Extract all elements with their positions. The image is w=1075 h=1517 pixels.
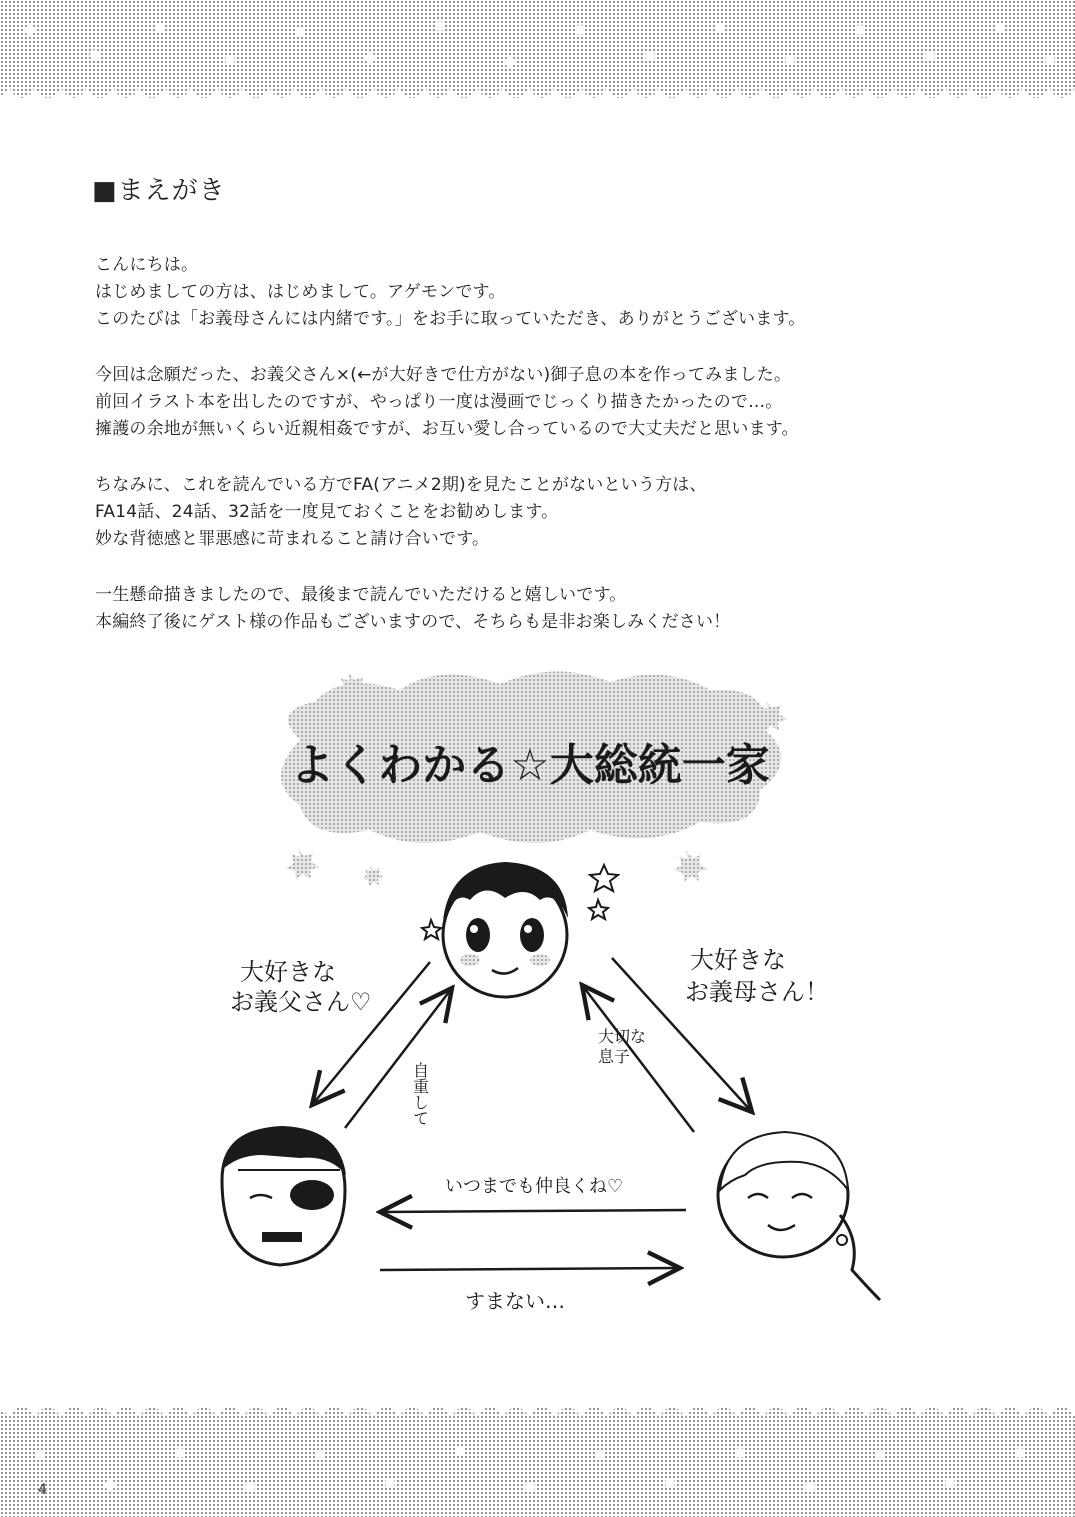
- family-diagram: [0, 650, 1075, 1330]
- father-face-icon: [222, 1126, 346, 1265]
- label-loving-father: [230, 958, 372, 1016]
- page-number: 4: [38, 1482, 47, 1498]
- label-line: 大切な: [598, 1027, 647, 1046]
- text-line: ちなみに、これを読んでいる方でFA(アニメ2期)を見たことがないという方は、: [95, 475, 707, 495]
- text-line: 本編終了後にゲスト様の作品もございますので、そちらも是非お楽しみください！: [95, 612, 731, 632]
- text-line: 前回イラスト本を出したのですが、やっぱり一度は漫画でじっくり描きたかったので…。: [95, 392, 783, 412]
- text-line: FA14話、24話、32話を一度見ておくことをお勧めします。: [95, 502, 559, 522]
- label-line: お義母さん！: [685, 978, 829, 1006]
- label-loving-mother: [685, 946, 829, 1006]
- label-precious-son: [598, 1027, 651, 1066]
- decorative-band-bottom: [0, 1395, 1075, 1517]
- preface-text: [95, 252, 995, 665]
- label-stay-close: いつまでも仲良くね♡: [445, 1176, 624, 1197]
- label-line: 息子: [598, 1047, 631, 1066]
- mother-face-icon: [718, 1132, 880, 1300]
- son-face-icon: [443, 862, 568, 997]
- label-sorry: すまない…: [465, 1289, 565, 1313]
- label-line: 大好きな: [690, 946, 786, 974]
- text-line: はじめましての方は、はじめまして。アゲモンです。: [95, 282, 506, 302]
- label-line: 大好きな: [240, 958, 336, 986]
- paragraph-4: [95, 582, 995, 636]
- paragraph-3: [95, 472, 995, 553]
- label-restrain: 自重して: [410, 1062, 430, 1126]
- section-heading: ■まえがき: [92, 176, 226, 206]
- text-line: このたびは「お義母さんには内緒です。」をお手に取っていただき、ありがとうございます。: [95, 309, 806, 329]
- decorative-band-top: [0, 0, 1075, 120]
- text-line: 擁護の余地が無いくらい近親相姦ですが、お互い愛し合っているので大丈夫だと思います。: [95, 419, 799, 439]
- paragraph-2: [95, 362, 995, 443]
- diagram-title: よくわかる☆大総統一家: [290, 740, 770, 791]
- text-line: 今回は念願だった、お義父さん×(←が大好きで仕方がない)御子息の本を作ってみました。: [95, 365, 792, 385]
- text-line: 妙な背徳感と罪悪感に苛まれること請け合いです。: [95, 529, 490, 549]
- text-line: こんにちは。: [95, 255, 199, 275]
- text-line: 一生懸命描きましたので、最後まで読んでいただけると嬉しいです。: [95, 585, 627, 605]
- paragraph-1: [95, 252, 995, 333]
- label-line: お義父さん♡: [230, 988, 372, 1016]
